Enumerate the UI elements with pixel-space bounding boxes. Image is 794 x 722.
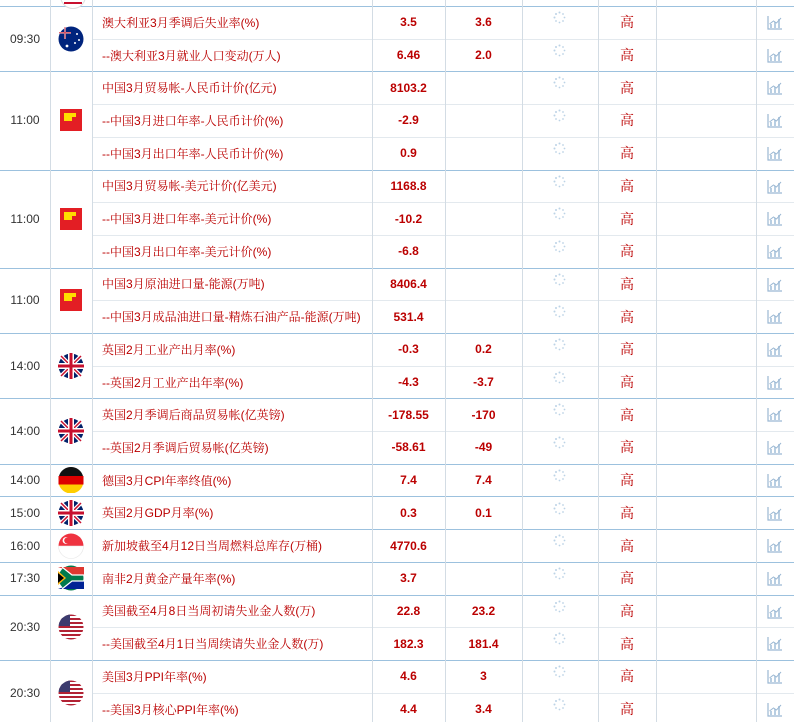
forecast-value: 2.0 [475, 48, 492, 63]
importance-label: 高 [620, 47, 634, 64]
event-name[interactable]: --美国3月核心PPI年率(%) [102, 702, 239, 717]
loading-spinner-icon [553, 11, 566, 29]
row-divider [92, 627, 794, 628]
loading-spinner-icon [553, 698, 566, 716]
event-name[interactable]: 英国2月工业产出月率(%) [102, 342, 236, 357]
previous-value: -4.3 [398, 375, 419, 390]
event-time: 09:30 [9, 31, 41, 46]
event-name[interactable]: 美国截至4月8日当周初请失业金人数(万) [102, 604, 316, 619]
event-name[interactable]: --中国3月成品油进口量-精炼石油产品-能源(万吨) [102, 310, 361, 325]
chart-icon[interactable] [767, 277, 783, 297]
chart-icon[interactable] [767, 211, 783, 231]
row-divider [92, 366, 794, 367]
chart-icon[interactable] [767, 702, 783, 722]
column-divider [92, 0, 93, 722]
previous-value: -2.9 [398, 113, 419, 128]
event-time: 14:00 [9, 473, 41, 488]
row-divider [92, 693, 794, 694]
chart-icon[interactable] [767, 244, 783, 264]
importance-label: 高 [620, 341, 634, 358]
event-name[interactable]: --英国2月季调后贸易帐(亿英镑) [102, 440, 269, 455]
column-divider [372, 0, 373, 722]
singapore-flag-icon [58, 533, 84, 559]
chart-icon[interactable] [767, 571, 783, 591]
loading-spinner-icon [553, 44, 566, 62]
forecast-value: 7.4 [475, 473, 492, 488]
previous-value: 3.7 [400, 571, 417, 586]
previous-value: 3.5 [400, 15, 417, 30]
importance-label: 高 [620, 537, 634, 554]
event-name[interactable]: --中国3月进口年率-人民币计价(%) [102, 113, 284, 128]
event-name[interactable]: --澳大利亚3月就业人口变动(万人) [102, 48, 281, 63]
importance-label: 高 [620, 210, 634, 227]
chart-icon[interactable] [767, 440, 783, 460]
importance-label: 高 [620, 243, 634, 260]
loading-spinner-icon [553, 371, 566, 389]
event-name[interactable]: --中国3月出口年率-美元计价(%) [102, 244, 272, 259]
importance-label: 高 [620, 275, 634, 292]
event-name[interactable]: 澳大利亚3月季调后失业率(%) [102, 15, 260, 30]
previous-value: 7.4 [400, 473, 417, 488]
column-divider [445, 0, 446, 722]
loading-spinner-icon [553, 273, 566, 291]
event-time: 14:00 [9, 424, 41, 439]
loading-spinner-icon [553, 142, 566, 160]
flag-icon-partial [60, 0, 86, 9]
event-name[interactable]: 美国3月PPI年率(%) [102, 669, 207, 684]
event-name[interactable]: 英国2月GDP月率(%) [102, 506, 214, 521]
loading-spinner-icon [553, 665, 566, 683]
loading-spinner-icon [553, 632, 566, 650]
chart-icon[interactable] [767, 113, 783, 133]
event-time: 11:00 [10, 113, 40, 128]
column-divider [50, 0, 51, 722]
row-divider [92, 104, 794, 105]
loading-spinner-icon [553, 207, 566, 225]
previous-value: 0.9 [400, 146, 417, 161]
chart-icon[interactable] [767, 604, 783, 624]
previous-value: -178.55 [388, 407, 429, 422]
forecast-value: 3 [480, 669, 487, 684]
previous-value: 22.8 [396, 603, 421, 618]
previous-value: 4770.6 [390, 538, 427, 553]
loading-spinner-icon [553, 436, 566, 454]
importance-label: 高 [620, 177, 634, 194]
chart-icon[interactable] [767, 15, 783, 35]
importance-label: 高 [620, 570, 634, 587]
loading-spinner-icon [553, 175, 566, 193]
event-time: 11:00 [10, 211, 40, 226]
previous-value: 8406.4 [390, 276, 427, 291]
south-africa-flag-icon [58, 565, 84, 591]
event-time: 16:00 [9, 538, 41, 553]
loading-spinner-icon [553, 240, 566, 258]
chart-icon[interactable] [767, 375, 783, 395]
previous-value: -6.8 [398, 244, 419, 259]
event-time: 15:00 [9, 505, 41, 520]
previous-value: 4.4 [400, 702, 417, 717]
column-divider [756, 0, 757, 722]
importance-label: 高 [620, 145, 634, 162]
forecast-value [445, 202, 522, 235]
loading-spinner-icon [553, 305, 566, 323]
forecast-value [445, 562, 522, 595]
loading-spinner-icon [553, 600, 566, 618]
loading-spinner-icon [553, 534, 566, 552]
forecast-value: 0.2 [475, 342, 492, 357]
importance-label: 高 [620, 14, 634, 31]
chart-icon[interactable] [767, 80, 783, 100]
loading-spinner-icon [553, 109, 566, 127]
chart-icon[interactable] [767, 506, 783, 526]
forecast-value [445, 137, 522, 170]
uk-flag-icon [58, 500, 84, 526]
event-name[interactable]: 英国2月季调后商品贸易帐(亿英镑) [102, 408, 285, 423]
row-divider [92, 235, 794, 236]
event-time: 20:30 [9, 685, 41, 700]
importance-label: 高 [620, 374, 634, 391]
importance-label: 高 [620, 406, 634, 423]
australia-flag-icon [58, 26, 84, 52]
china-flag-icon [58, 206, 84, 232]
importance-label: 高 [620, 668, 634, 685]
chart-icon[interactable] [767, 538, 783, 558]
event-name[interactable]: --英国2月工业产出年率(%) [102, 375, 244, 390]
event-time: 17:30 [9, 571, 41, 586]
event-name[interactable]: 中国3月贸易帐-人民币计价(亿元) [102, 81, 277, 96]
forecast-value: 3.6 [475, 15, 492, 30]
forecast-value: 23.2 [471, 603, 496, 618]
row-divider [92, 431, 794, 432]
event-time: 11:00 [10, 293, 40, 308]
forecast-value [445, 268, 522, 301]
forecast-value [445, 71, 522, 104]
chart-icon[interactable] [767, 636, 783, 656]
loading-spinner-icon [553, 567, 566, 585]
previous-value: -58.61 [391, 440, 426, 455]
previous-value: 4.6 [400, 669, 417, 684]
previous-value: -0.3 [398, 342, 419, 357]
event-name[interactable]: 新加坡截至4月12日当周燃料总库存(万桶) [102, 539, 323, 554]
previous-value: 8103.2 [390, 80, 427, 95]
chart-icon[interactable] [767, 309, 783, 329]
column-divider [598, 0, 599, 722]
event-name[interactable]: 南非2月黄金产量年率(%) [102, 571, 236, 586]
importance-label: 高 [620, 439, 634, 456]
china-flag-icon [58, 287, 84, 313]
forecast-value [445, 170, 522, 203]
importance-label: 高 [620, 79, 634, 96]
importance-label: 高 [620, 504, 634, 521]
forecast-value [445, 235, 522, 268]
germany-flag-icon [58, 467, 84, 493]
column-divider [656, 0, 657, 722]
importance-label: 高 [620, 112, 634, 129]
loading-spinner-icon [553, 469, 566, 487]
forecast-value: -3.7 [473, 375, 494, 390]
forecast-value [445, 300, 522, 333]
loading-spinner-icon [553, 76, 566, 94]
previous-value: 1168.8 [390, 178, 427, 193]
previous-value: -10.2 [394, 211, 423, 226]
loading-spinner-icon [553, 502, 566, 520]
row-divider [92, 39, 794, 40]
event-time: 14:00 [9, 358, 41, 373]
event-name[interactable]: 中国3月原油进口量-能源(万吨) [102, 277, 265, 292]
china-flag-icon [58, 107, 84, 133]
column-divider [522, 0, 523, 722]
importance-label: 高 [620, 602, 634, 619]
previous-value: 531.4 [393, 309, 424, 324]
importance-label: 高 [620, 635, 634, 652]
forecast-value: 181.4 [468, 636, 499, 651]
importance-label: 高 [620, 701, 634, 718]
forecast-value: -170 [471, 407, 496, 422]
chart-icon[interactable] [767, 146, 783, 166]
event-name[interactable]: --中国3月出口年率-人民币计价(%) [102, 146, 284, 161]
importance-label: 高 [620, 472, 634, 489]
usa-flag-icon [58, 680, 84, 706]
previous-value: 0.3 [400, 505, 417, 520]
uk-flag-icon [58, 418, 84, 444]
forecast-value [445, 529, 522, 562]
loading-spinner-icon [553, 338, 566, 356]
event-name[interactable]: --美国截至4月1日当周续请失业金人数(万) [102, 637, 324, 652]
chart-icon[interactable] [767, 342, 783, 362]
event-name[interactable]: --中国3月进口年率-美元计价(%) [102, 212, 272, 227]
usa-flag-icon [58, 614, 84, 640]
forecast-value [445, 104, 522, 137]
row-divider [92, 202, 794, 203]
event-name[interactable]: 德国3月CPI年率终值(%) [102, 473, 232, 488]
chart-icon[interactable] [767, 407, 783, 427]
row-divider [92, 300, 794, 301]
forecast-value: 3.4 [475, 702, 492, 717]
previous-value: 6.46 [396, 48, 421, 63]
chart-icon[interactable] [767, 669, 783, 689]
forecast-value: -49 [474, 440, 493, 455]
chart-icon[interactable] [767, 48, 783, 68]
chart-icon[interactable] [767, 473, 783, 493]
loading-spinner-icon [553, 403, 566, 421]
previous-value: 182.3 [393, 636, 424, 651]
row-divider [92, 137, 794, 138]
chart-icon[interactable] [767, 179, 783, 199]
uk-flag-icon [58, 353, 84, 379]
event-name[interactable]: 中国3月贸易帐-美元计价(亿美元) [102, 179, 277, 194]
importance-label: 高 [620, 308, 634, 325]
event-time: 20:30 [9, 620, 41, 635]
forecast-value: 0.1 [475, 505, 492, 520]
